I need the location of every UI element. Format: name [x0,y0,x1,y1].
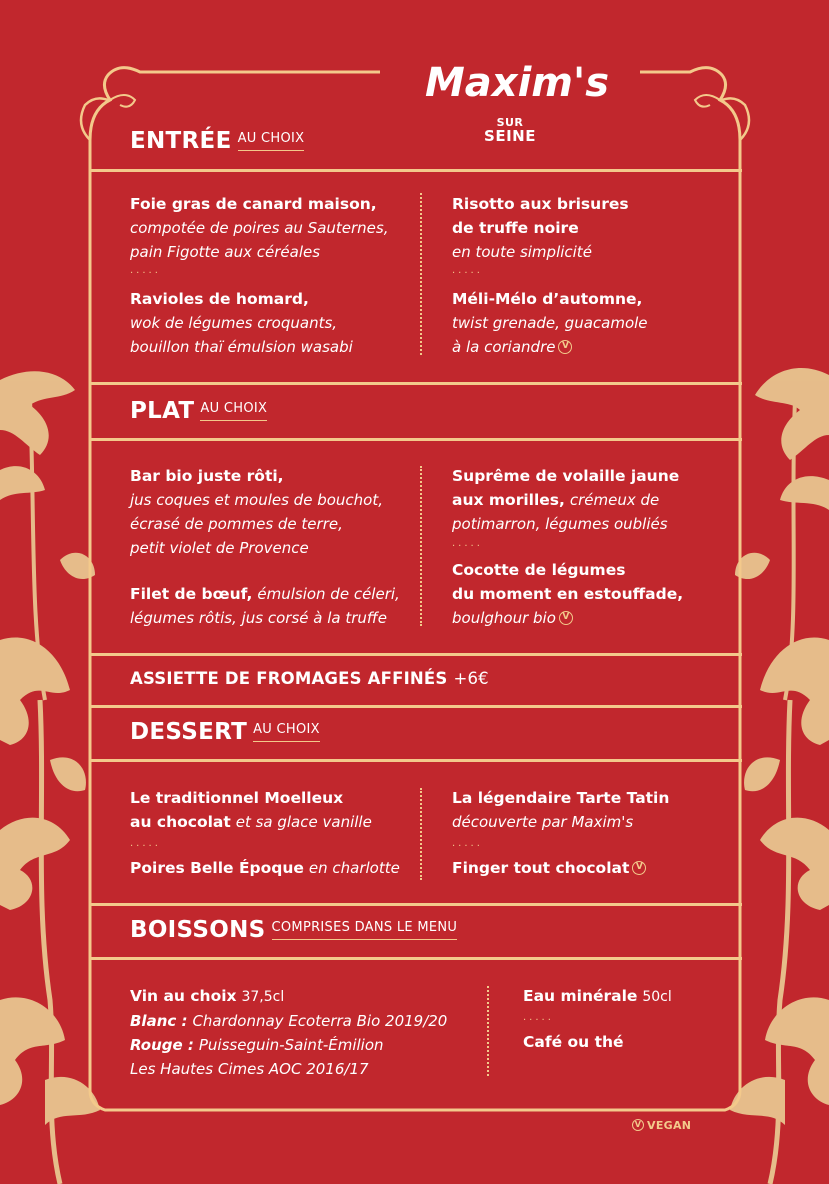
drink-wine [130,984,447,1081]
item-name: Risotto aux brisures [452,195,629,213]
vegan-icon: V [559,611,573,625]
logo-subtitle [465,117,555,144]
item-name: Suprême de volaille jaune [452,467,680,485]
column-divider [420,466,422,626]
item-desc: en toute simplicité [452,243,592,261]
wine-rouge-label: Rouge : [130,1036,194,1054]
drink-name: Eau minérale [523,987,638,1005]
section-plat-header [130,398,267,427]
vegan-icon: V [558,340,572,354]
dotted-separator: ..... [452,838,483,849]
item-name: Le traditionnel Moelleux [130,789,344,807]
item-name: Finger tout chocolat [452,859,630,877]
dotted-separator: ..... [452,265,483,276]
menu-item [130,856,400,880]
divider-line [90,903,742,906]
divider-line [90,705,742,708]
item-desc: pain Figotte aux céréales [130,243,321,261]
menu-item [452,856,646,880]
dotted-separator: ..... [130,838,161,849]
menu-item [130,287,353,359]
dotted-separator: ..... [130,265,161,276]
menu-item [452,786,669,834]
section-entree-header [130,128,304,157]
menu-item [452,192,629,264]
item-desc: émulsion de céleri, [257,585,400,603]
item-desc: écrasé de pommes de terre, [130,515,343,533]
item-desc: à la coriandre [452,338,556,356]
menu-item [130,582,400,630]
item-name: Bar bio juste rôti, [130,467,284,485]
menu-item [452,287,648,359]
menu-item [130,786,372,834]
section-subtitle: AU CHOIX [238,131,305,151]
section-boissons-header [130,917,457,946]
item-desc: jus coques et moules de bouchot, [130,491,383,509]
wine-blanc-label: Blanc : [130,1012,188,1030]
drink-name: Café ou thé [523,1033,624,1051]
item-name: Méli-Mélo d’automne, [452,290,643,308]
column-divider [420,193,422,355]
logo-sub-1: SUR [496,116,524,129]
section-subtitle: AU CHOIX [200,401,267,421]
logo-text: Maxim's [424,60,610,106]
section-title: PLAT [130,398,195,424]
wine-rouge-detail: Les Hautes Cimes AOC 2016/17 [130,1060,369,1078]
item-desc: découverte par Maxim's [452,813,634,831]
drink-name: Vin au choix [130,987,237,1005]
item-desc: twist grenade, guacamole [452,314,648,332]
menu-item [452,558,683,630]
divider-line [90,653,742,656]
item-desc: compotée de poires au Sauternes, [130,219,389,237]
section-dessert-header [130,719,320,748]
item-name: du moment en estouffade, [452,585,684,603]
section-title: BOISSONS [130,917,266,943]
item-desc: en charlotte [308,859,400,877]
divider-line [90,759,742,762]
section-title: ENTRÉE [130,128,232,154]
column-divider [487,986,489,1076]
section-subtitle: AU CHOIX [253,722,320,742]
item-name: La légendaire Tarte Tatin [452,789,670,807]
item-name: Foie gras de canard maison, [130,195,377,213]
item-name: Filet de bœuf, [130,585,253,603]
menu-item [130,464,383,560]
item-desc: wok de légumes croquants, [130,314,338,332]
vegan-icon: V [632,861,646,875]
item-desc: boulghour bio [452,609,556,627]
vegan-icon: V [632,1119,644,1131]
vegan-legend [632,1119,691,1132]
item-desc: petit violet de Provence [130,539,309,557]
drink-water [523,984,672,1009]
wine-rouge: Puisseguin-Saint-Émilion [198,1036,384,1054]
item-name: Poires Belle Époque [130,859,304,877]
dotted-separator: ..... [523,1012,554,1023]
cheese-option [130,669,489,688]
divider-line [90,169,742,172]
item-desc: légumes rôtis, jus corsé à la truffe [130,609,387,627]
menu-item [452,464,679,536]
item-desc: crémeux de [569,491,660,509]
drink-size: 37,5cl [241,989,285,1005]
item-name: au chocolat [130,813,231,831]
item-name: aux morilles, [452,491,565,509]
divider-line [90,382,742,385]
section-title: DESSERT [130,719,248,745]
dotted-separator: ..... [452,538,483,549]
item-name: de truffe noire [452,219,579,237]
wine-blanc: Chardonnay Ecoterra Bio 2019/20 [192,1012,448,1030]
item-desc: bouillon thaï émulsion wasabi [130,338,353,356]
maxims-logo [405,52,630,112]
section-subtitle: COMPRISES DANS LE MENU [272,920,458,940]
item-desc: et sa glace vanille [235,813,372,831]
cheese-price: +6€ [453,669,489,688]
drink-size: 50cl [642,989,672,1005]
logo-sub-2: SEINE [484,126,536,145]
column-divider [420,788,422,880]
vegan-label: VEGAN [647,1119,692,1132]
item-desc: potimarron, légumes oubliés [452,515,668,533]
drink-coffee [523,1030,624,1054]
divider-line [90,957,742,960]
menu-item [130,192,389,264]
item-name: Cocotte de légumes [452,561,626,579]
item-name: Ravioles de homard, [130,290,309,308]
cheese-label: ASSIETTE DE FROMAGES AFFINÉS [130,669,448,688]
divider-line [90,438,742,441]
